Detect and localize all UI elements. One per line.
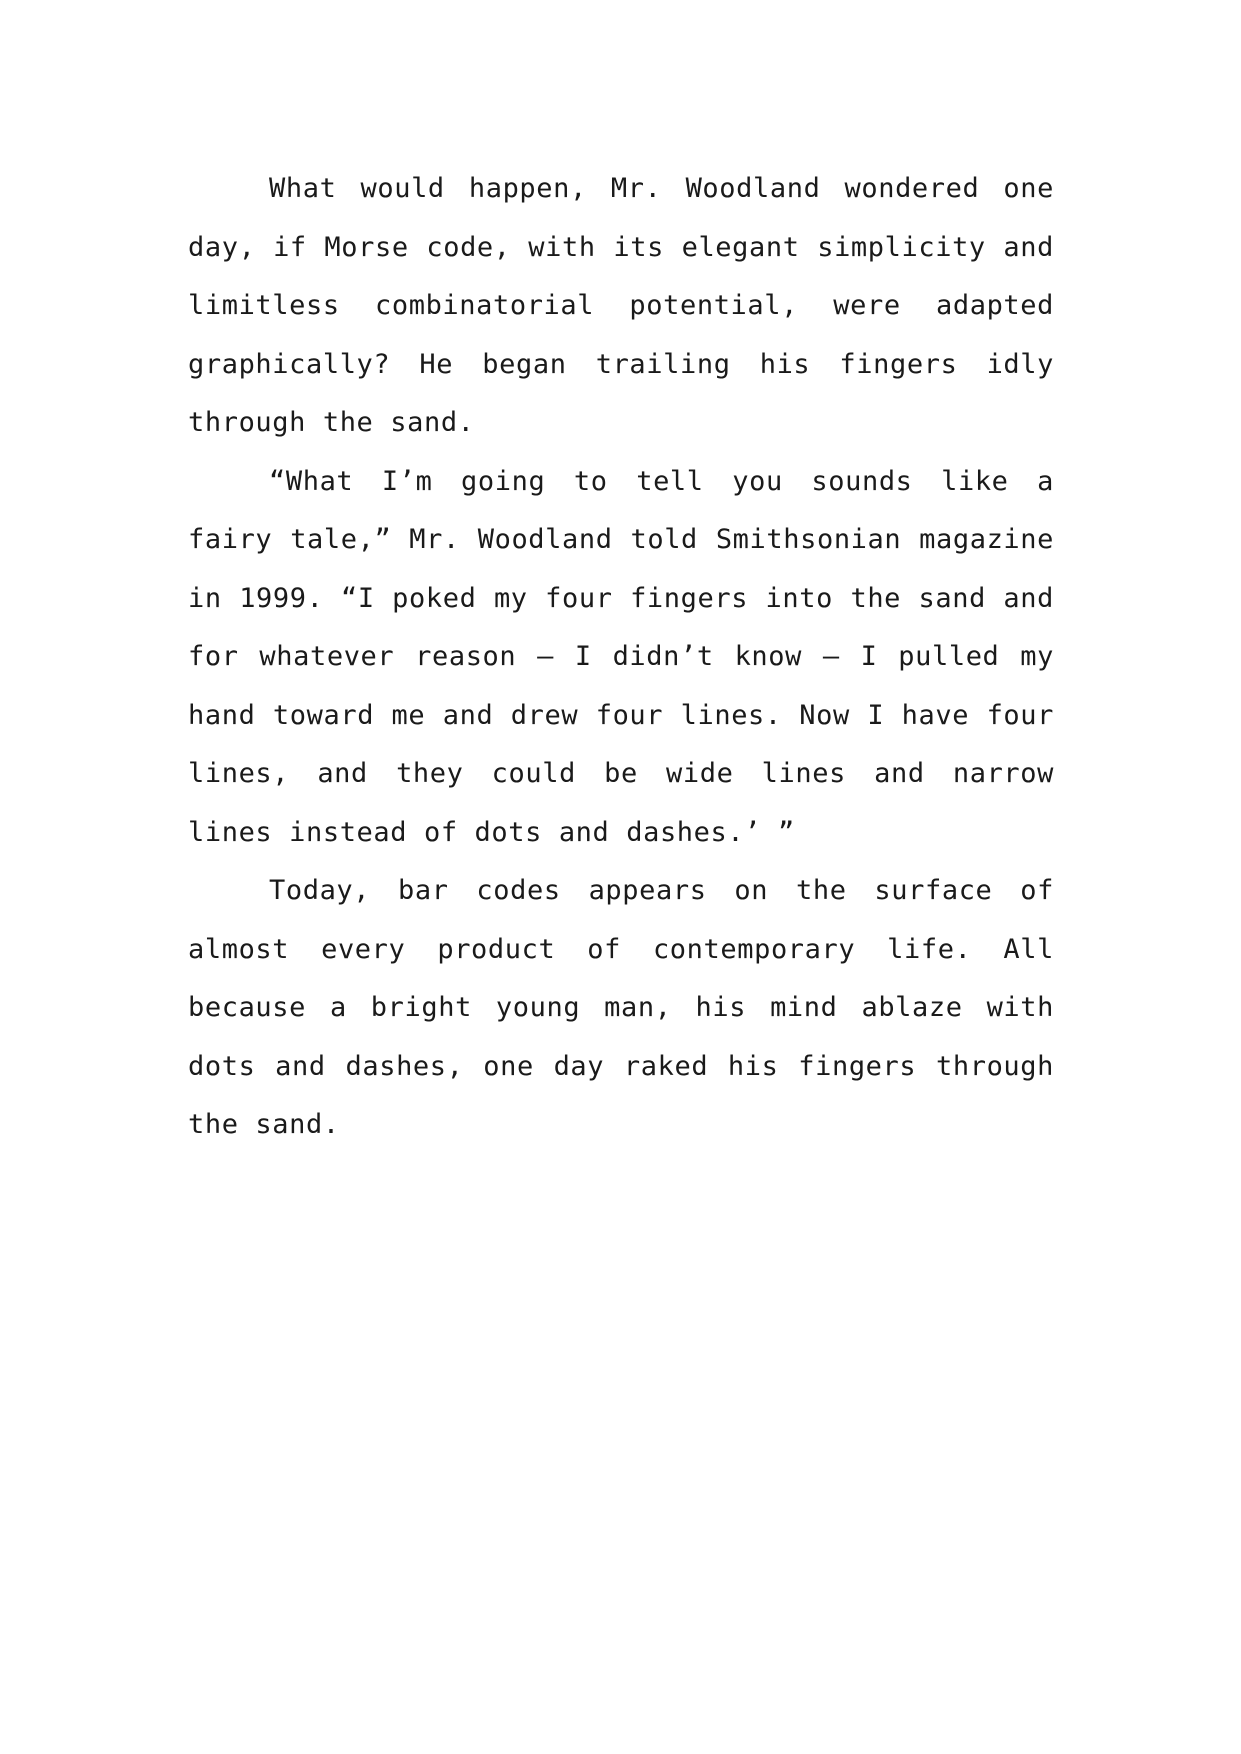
paragraph-2: “What I’m going to tell you sounds like a fairy tale,” Mr. Woodland told Smithsonian magazine in 1999. “I poked my four fingers into the sand and for whatever reason — I didn’t know — I pulled my hand toward me and drew four lines. Now I have four lines, and they could be wide lines and narrow lines instead of dots and dashes.’ ” (188, 465, 1054, 848)
paragraph-1: What would happen, Mr. Woodland wondered one day, if Morse code, with its elegant simplicity and limitless combinatorial potential, were adapted graphically? He began trailing his fingers idly through the sand. (188, 173, 1054, 438)
document-page (188, 160, 1054, 1155)
paragraph-3: Today, bar codes appears on the surface of almost every product of contemporary life. All because a bright young man, his mind ablaze with dots and dashes, one day raked his fingers through the sand. (188, 875, 1054, 1140)
